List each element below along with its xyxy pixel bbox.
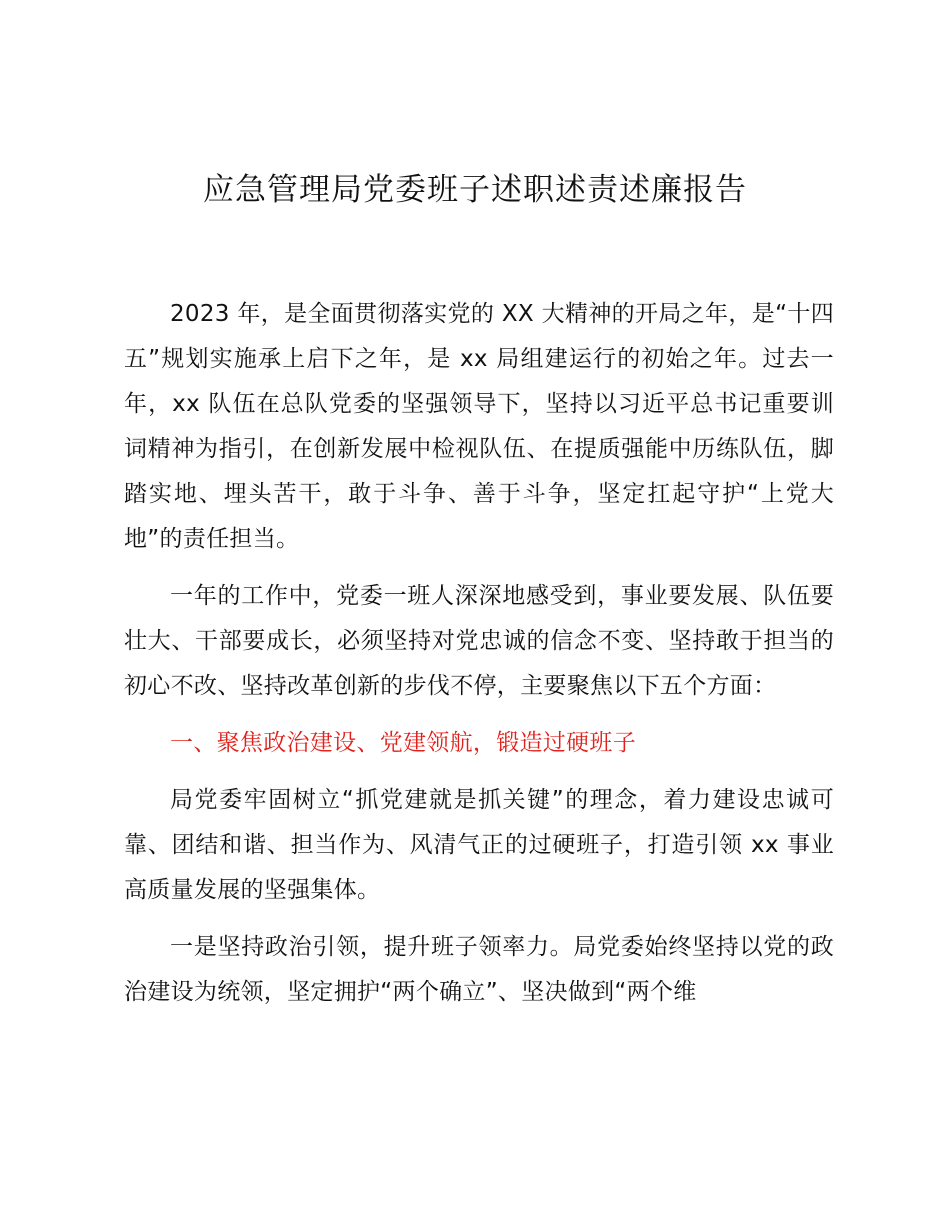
section-1-point-1-paragraph: 一是坚持政治引领，提升班子领率力。局党委始终坚持以党的政治建设为统领，坚定拥护“两个确立”、坚决做到“两个维 xyxy=(124,934,834,1005)
document-body xyxy=(124,292,834,1027)
document-title: 应急管理局党委班子述职述责述廉报告 xyxy=(203,172,747,208)
section-1-paragraph: 局党委牢固树立“抓党建就是抓关键”的理念，着力建设忠诚可靠、团结和谐、担当作为、风清气正的过硬班子，打造引领 xx 事业高质量发展的坚强集体。 xyxy=(124,787,834,903)
section-heading-1: 一、聚焦政治建设、党建领航，锻造过硬班子 xyxy=(170,730,636,756)
intro-paragraph: 2023 年，是全面贯彻落实党的 XX 大精神的开局之年，是“十四五”规划实施承上启下之年，是 xx 局组建运行的初始之年。过去一年，xx 队伍在总队党委的坚强领导下，坚持以习近平总书记重要训词精神为指引，在创新发展中检视队伍、在提质强能中历练队伍，脚踏实地、埋头苦干，敢于斗争、善于斗争，坚定扛起守护“上党大地”的责任担当。 xyxy=(124,301,834,552)
overview-paragraph: 一年的工作中，党委一班人深深地感受到，事业要发展、队伍要壮大、干部要成长，必须坚持对党忠诚的信念不变、坚持敢于担当的初心不改、坚持改革创新的步伐不停，主要聚焦以下五个方面： xyxy=(124,583,834,699)
